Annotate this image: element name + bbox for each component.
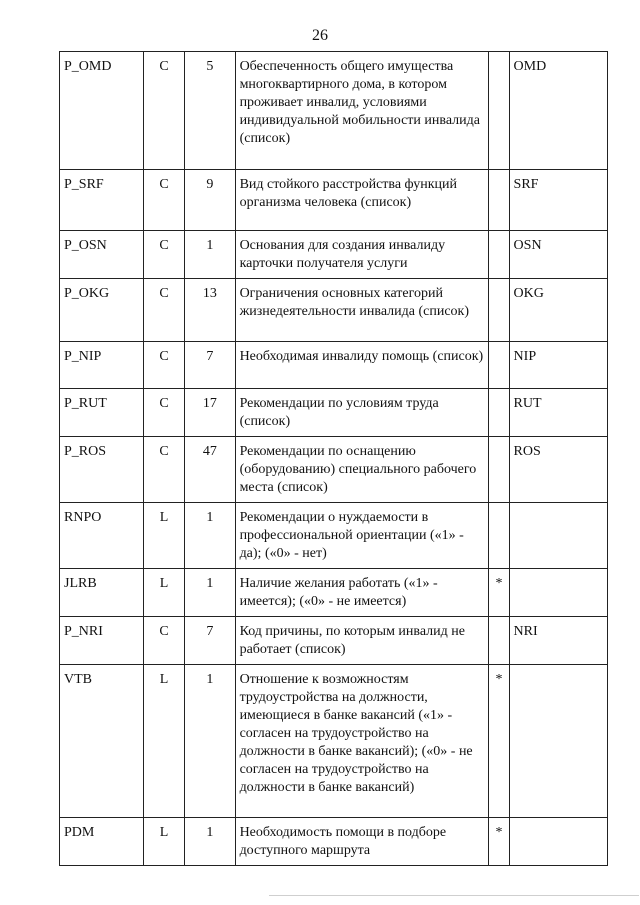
field-type-cell: L (143, 818, 184, 866)
field-description-cell: Рекомендации по условиям труда (список) (235, 389, 489, 437)
required-mark-cell (489, 617, 509, 665)
reference-cell: SRF (509, 170, 607, 231)
required-mark-cell (489, 170, 509, 231)
field-type-cell: C (143, 52, 184, 170)
field-name-cell: P_NIP (60, 342, 144, 389)
reference-cell: ROS (509, 437, 607, 503)
field-type-cell: L (143, 503, 184, 569)
field-name-cell: P_OMD (60, 52, 144, 170)
field-type-cell: C (143, 437, 184, 503)
field-type-cell: C (143, 231, 184, 279)
required-mark-cell (489, 437, 509, 503)
fields-table (59, 51, 608, 866)
table-row (60, 818, 608, 866)
reference-cell: RUT (509, 389, 607, 437)
reference-cell (509, 818, 607, 866)
required-mark-cell (489, 279, 509, 342)
required-mark-cell (489, 52, 509, 170)
table-row (60, 389, 608, 437)
field-type-cell: C (143, 170, 184, 231)
reference-cell (509, 665, 607, 818)
field-type-cell: L (143, 665, 184, 818)
field-description-cell: Наличие желания работать («1» - имеется); («0» - не имеется) (235, 569, 489, 617)
table-row (60, 342, 608, 389)
field-length-cell: 5 (185, 52, 235, 170)
field-length-cell: 7 (185, 617, 235, 665)
reference-cell: OSN (509, 231, 607, 279)
table-row (60, 437, 608, 503)
field-length-cell: 1 (185, 569, 235, 617)
table-row (60, 279, 608, 342)
field-type-cell: C (143, 389, 184, 437)
field-type-cell: C (143, 279, 184, 342)
field-length-cell: 9 (185, 170, 235, 231)
table-row (60, 52, 608, 170)
field-length-cell: 1 (185, 231, 235, 279)
field-type-cell: C (143, 617, 184, 665)
reference-cell (509, 503, 607, 569)
field-name-cell: P_ROS (60, 437, 144, 503)
field-description-cell: Обеспеченность общего имущества многоквартирного дома, в котором проживает инвалид, условиями индивидуальной мобильности инвалида (список) (235, 52, 489, 170)
table-row (60, 617, 608, 665)
field-name-cell: PDM (60, 818, 144, 866)
field-description-cell: Вид стойкого расстройства функций организма человека (список) (235, 170, 489, 231)
field-name-cell: P_OSN (60, 231, 144, 279)
field-type-cell: C (143, 342, 184, 389)
field-description-cell: Отношение к возможностям трудоустройства на должности, имеющиеся в банке вакансий («1» - согласен на трудоустройство на должности в банке вакансий); («0» - не согласен на трудоустройство на должности в банке вакансий) (235, 665, 489, 818)
field-length-cell: 47 (185, 437, 235, 503)
field-length-cell: 7 (185, 342, 235, 389)
field-description-cell: Необходимость помощи в подборе доступного маршрута (235, 818, 489, 866)
required-mark-cell: * (489, 569, 509, 617)
field-name-cell: RNPO (60, 503, 144, 569)
field-length-cell: 1 (185, 503, 235, 569)
field-description-cell: Рекомендации о нуждаемости в профессиональной ориентации («1» - да); («0» - нет) (235, 503, 489, 569)
reference-cell: NRI (509, 617, 607, 665)
required-mark-cell: * (489, 818, 509, 866)
field-description-cell: Необходимая инвалиду помощь (список) (235, 342, 489, 389)
required-mark-cell (489, 389, 509, 437)
table-row (60, 569, 608, 617)
page-number: 26 (312, 27, 328, 44)
field-description-cell: Рекомендации по оснащению (оборудованию) специального рабочего места (список) (235, 437, 489, 503)
required-mark-cell (489, 231, 509, 279)
field-name-cell: P_RUT (60, 389, 144, 437)
table-row (60, 170, 608, 231)
table-row (60, 665, 608, 818)
table-row (60, 231, 608, 279)
field-length-cell: 13 (185, 279, 235, 342)
reference-cell: NIP (509, 342, 607, 389)
field-description-cell: Основания для создания инвалиду карточки получателя услуги (235, 231, 489, 279)
field-name-cell: VTB (60, 665, 144, 818)
field-description-cell: Ограничения основных категорий жизнедеятельности инвалида (список) (235, 279, 489, 342)
reference-cell: OMD (509, 52, 607, 170)
scan-edge-line (269, 895, 639, 896)
field-name-cell: P_SRF (60, 170, 144, 231)
field-type-cell: L (143, 569, 184, 617)
reference-cell: OKG (509, 279, 607, 342)
reference-cell (509, 569, 607, 617)
field-name-cell: JLRB (60, 569, 144, 617)
table-row (60, 503, 608, 569)
required-mark-cell: * (489, 665, 509, 818)
field-description-cell: Код причины, по которым инвалид не работает (список) (235, 617, 489, 665)
field-length-cell: 17 (185, 389, 235, 437)
required-mark-cell (489, 503, 509, 569)
field-length-cell: 1 (185, 818, 235, 866)
field-name-cell: P_NRI (60, 617, 144, 665)
field-name-cell: P_OKG (60, 279, 144, 342)
field-length-cell: 1 (185, 665, 235, 818)
required-mark-cell (489, 342, 509, 389)
